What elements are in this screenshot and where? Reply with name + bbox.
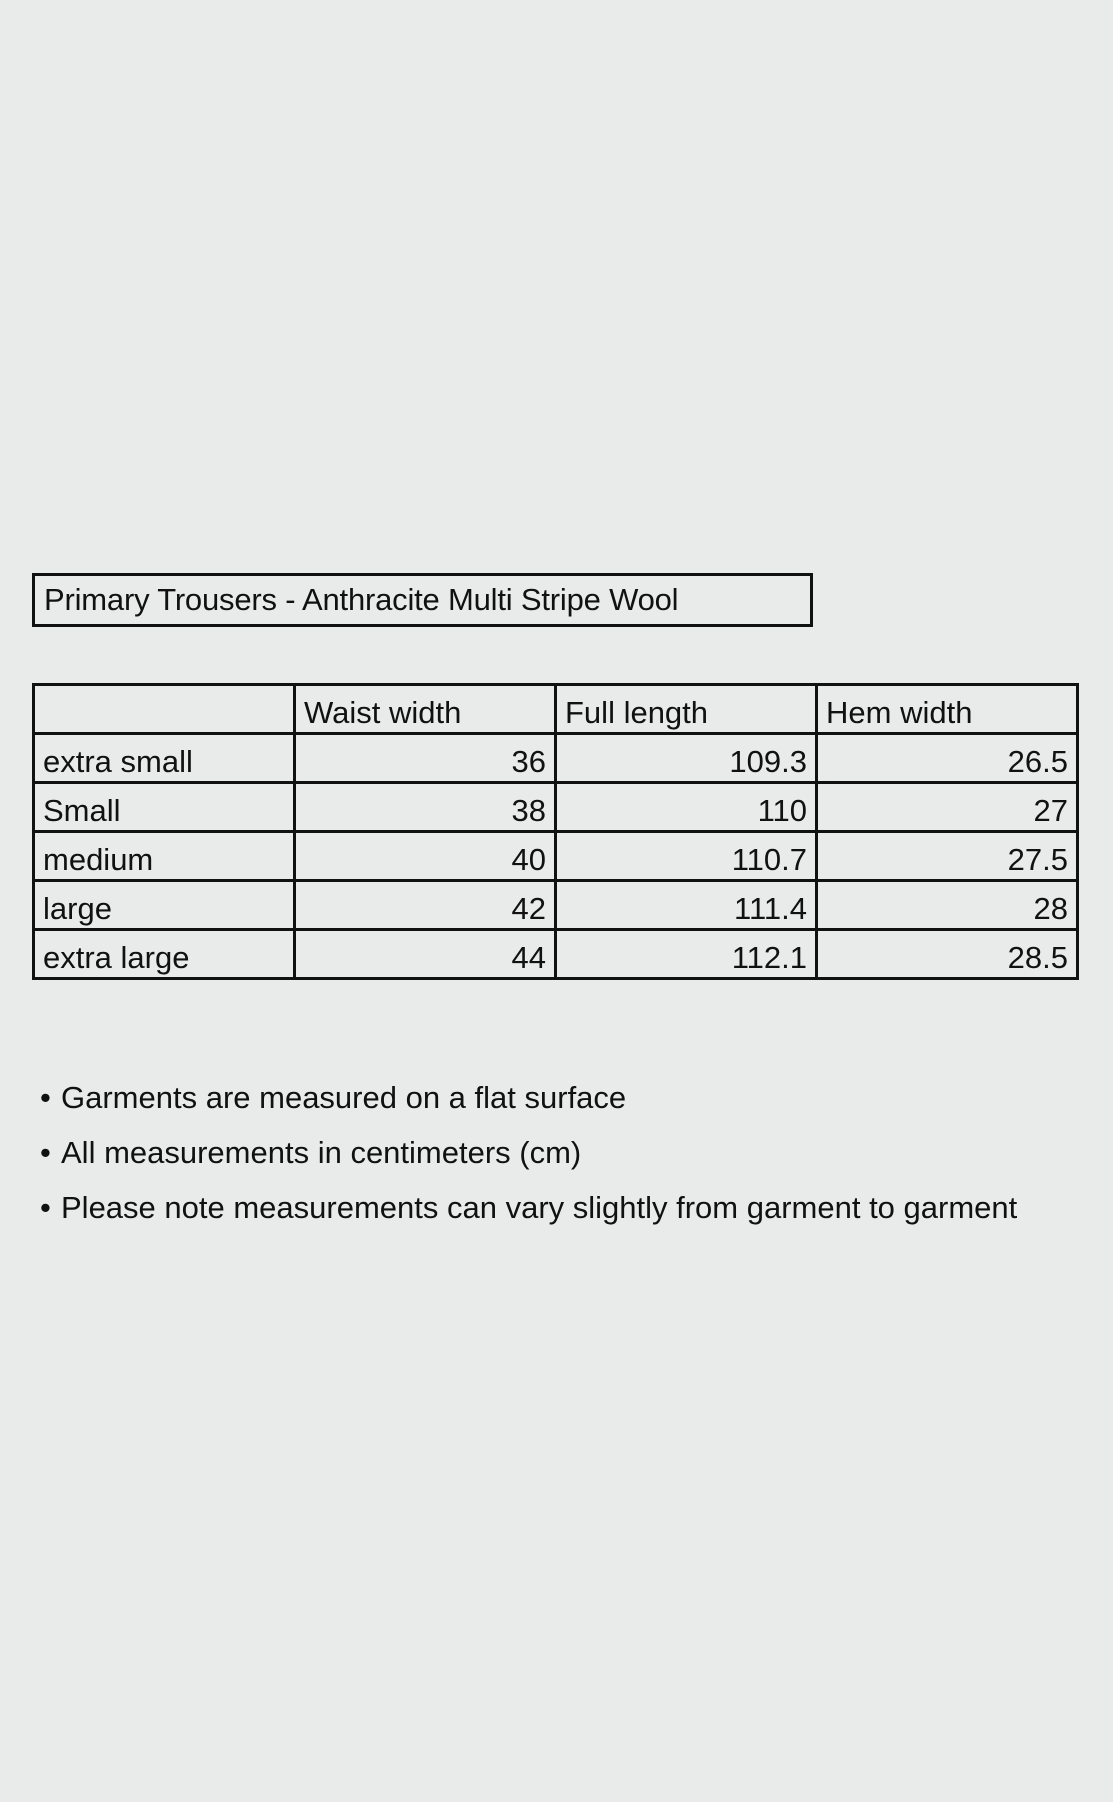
table-row <box>34 881 1078 930</box>
header-full-length: Full length <box>556 685 817 734</box>
table-row <box>34 783 1078 832</box>
header-hem-width: Hem width <box>817 685 1078 734</box>
table-row <box>34 734 1078 783</box>
size-label: medium <box>34 832 295 881</box>
size-chart-table <box>32 683 1079 980</box>
hem-value: 28.5 <box>817 930 1078 979</box>
header-size <box>34 685 295 734</box>
size-label: large <box>34 881 295 930</box>
note-text: Garments are measured on a flat surface <box>61 1080 627 1115</box>
table-row <box>34 930 1078 979</box>
table-header-row <box>34 685 1078 734</box>
note-text: All measurements in centimeters (cm) <box>61 1135 582 1170</box>
length-value: 112.1 <box>556 930 817 979</box>
waist-value: 40 <box>295 832 556 881</box>
measurement-notes <box>40 1076 1017 1241</box>
waist-value: 42 <box>295 881 556 930</box>
size-label: Small <box>34 783 295 832</box>
note-item <box>40 1131 1017 1186</box>
note-item <box>40 1076 1017 1131</box>
bullet-icon: • <box>40 1080 51 1115</box>
size-label: extra large <box>34 930 295 979</box>
note-item <box>40 1186 1017 1241</box>
hem-value: 27.5 <box>817 832 1078 881</box>
bullet-icon: • <box>40 1135 51 1170</box>
waist-value: 36 <box>295 734 556 783</box>
table-row <box>34 832 1078 881</box>
length-value: 109.3 <box>556 734 817 783</box>
length-value: 110 <box>556 783 817 832</box>
hem-value: 26.5 <box>817 734 1078 783</box>
bullet-icon: • <box>40 1190 51 1225</box>
length-value: 110.7 <box>556 832 817 881</box>
hem-value: 27 <box>817 783 1078 832</box>
header-waist-width: Waist width <box>295 685 556 734</box>
note-text: Please note measurements can vary slightly from garment to garment <box>61 1190 1018 1225</box>
length-value: 111.4 <box>556 881 817 930</box>
product-title: Primary Trousers - Anthracite Multi Stripe Wool <box>32 573 813 627</box>
size-label: extra small <box>34 734 295 783</box>
waist-value: 44 <box>295 930 556 979</box>
hem-value: 28 <box>817 881 1078 930</box>
waist-value: 38 <box>295 783 556 832</box>
